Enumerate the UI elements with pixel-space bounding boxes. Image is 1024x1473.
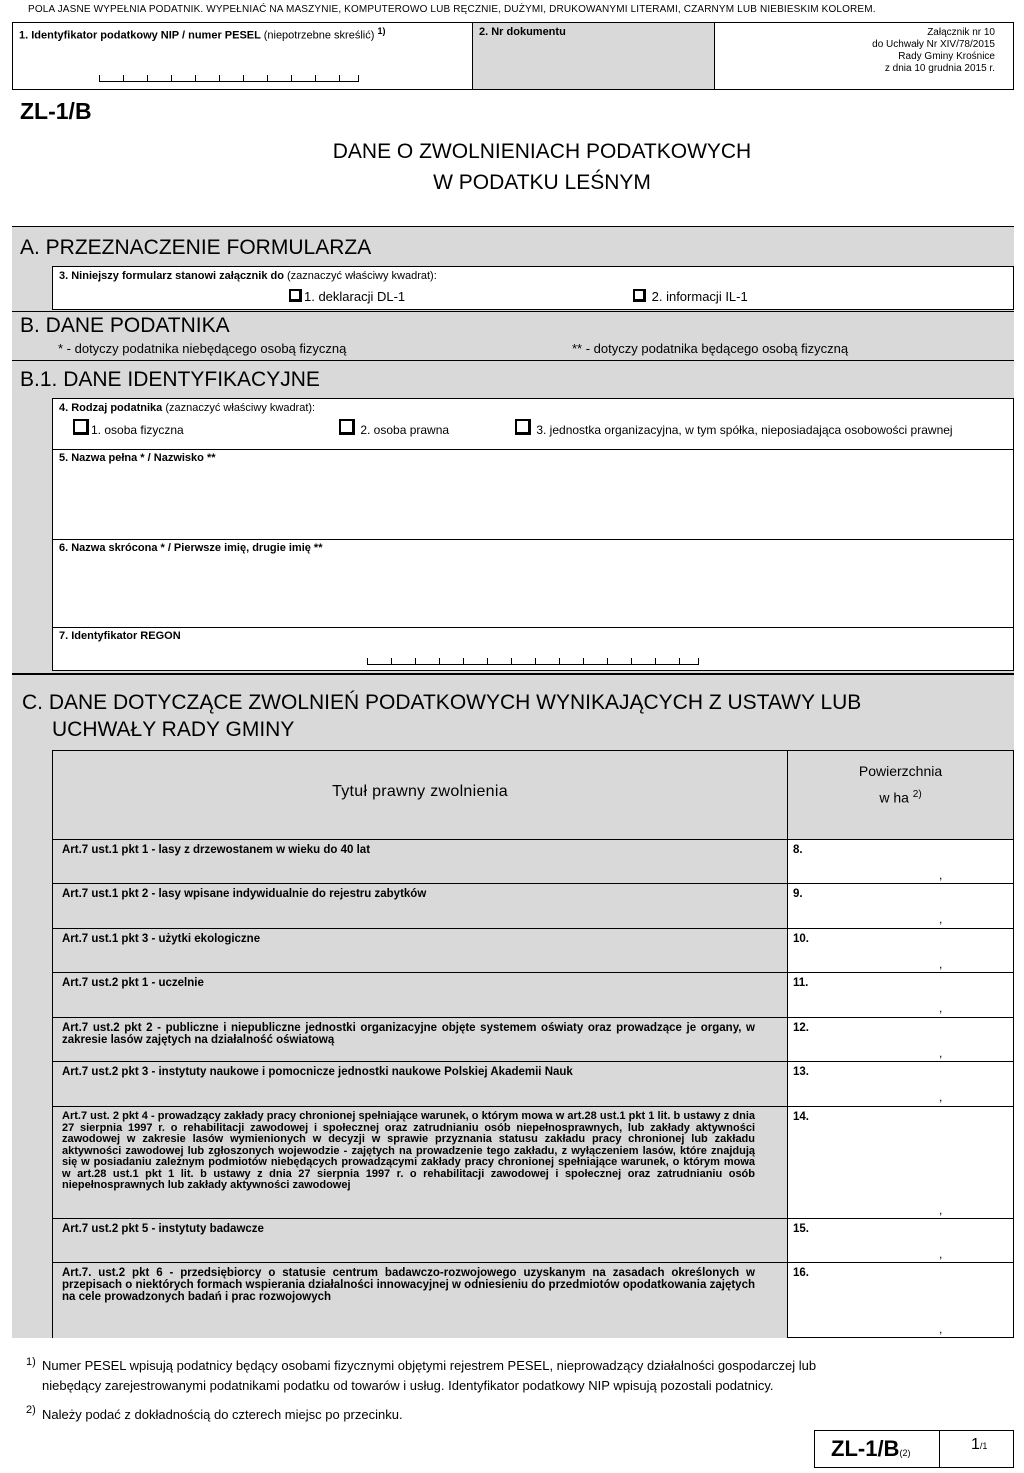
instruction-text: POLA JASNE WYPEŁNIA PODATNIK. WYPEŁNIAĆ NA MASZYNIE, KOMPUTEROWO LUB RĘCZNIE, DUŻYMI, DRUKOWANYMI LITERAMI, CZARNYM LUB NIEBIESKIM KOLOREM.: [28, 4, 876, 15]
regon-comb: [367, 656, 699, 665]
checkbox-icon[interactable]: [339, 419, 355, 435]
area-input-comma[interactable]: ,: [939, 1322, 943, 1336]
option-declaration-dl1[interactable]: [289, 289, 405, 304]
attachment-line: Rady Gminy Krośnice: [898, 51, 995, 62]
attachment-line: z dnia 10 grudnia 2015 r.: [884, 63, 995, 74]
row-number: 10.: [793, 933, 809, 945]
table-row: [53, 972, 1013, 1017]
column-header-area: [788, 759, 1013, 810]
area-input-comma[interactable]: ,: [939, 1247, 943, 1261]
exemption-title: Art.7 ust.2 pkt 1 - uczelnie: [62, 977, 204, 989]
footnote-1: [26, 1356, 816, 1396]
footnote-2-text: Należy podać z dokładnością do czterech miejsc po przecinku.: [42, 1407, 403, 1422]
option-legal-person[interactable]: [339, 419, 449, 437]
option-natural-person[interactable]: [73, 419, 184, 437]
table-row: [53, 1017, 1013, 1062]
footer-form-code: ZL-1/B: [831, 1436, 900, 1461]
option-information-il1[interactable]: [633, 289, 748, 304]
field-5-label: 5. Nazwa pełna * / Nazwisko **: [59, 452, 216, 464]
area-input-comma[interactable]: ,: [939, 1046, 943, 1060]
exemption-title: Art.7 ust.2 pkt 3 - instytuty naukowe i pomocnicze jednostki naukowe Polskiej Akademii Nauk: [62, 1066, 573, 1078]
attachment-note: [714, 22, 1014, 90]
exemption-title: Art.7 ust.1 pkt 1 - lasy z drzewostanem w wieku do 40 lat: [62, 844, 371, 856]
form-title: [0, 136, 1024, 198]
attachment-line: do Uchwały Nr XIV/78/2015: [872, 39, 995, 50]
field-3-note: (zaznaczyć właściwy kwadrat):: [287, 270, 437, 282]
row-number: 8.: [793, 844, 803, 856]
area-input-comma[interactable]: ,: [939, 912, 943, 926]
field-3: [52, 266, 1014, 310]
option-label: 1. osoba fizyczna: [91, 423, 184, 437]
exemption-title: Art.7 ust.2 pkt 2 - publiczne i niepubliczne jednostki organizacyjne objęte systemem oświaty oraz prowadzące je organy, w zakresie lasów zajętych na działalność oświatową: [62, 1022, 755, 1046]
row-number: 13.: [793, 1066, 809, 1078]
table-row: [53, 839, 1013, 884]
row-number: 12.: [793, 1022, 809, 1034]
exemption-title: Art.7. ust.2 pkt 6 - przedsiębiorcy o statusie centrum badawczo-rozwojowego uzyskanym na zasadach określonych w przepisach o niektórych formach wspierania działalności innowacyjnej w odniesieniu do przedmiotów opodatkowania zajętych na cele prowadzonych badań i prac rozwojowych: [62, 1267, 755, 1303]
exemption-title: Art.7 ust.1 pkt 3 - użytki ekologiczne: [62, 933, 261, 945]
footer-version: (2): [899, 1448, 911, 1458]
area-header-line-1: Powierzchnia: [858, 763, 943, 779]
footnote-2-mark: 2): [26, 1404, 36, 1416]
section-c-title-line-1: C. DANE DOTYCZĄCE ZWOLNIEŃ PODATKOWYCH WYNIKAJĄCYCH Z USTAWY LUB: [22, 691, 862, 714]
checkbox-icon[interactable]: [515, 419, 531, 435]
title-line-1: DANE O ZWOLNIENIACH PODATKOWYCH: [332, 140, 752, 163]
option-label: 1. deklaracji DL-1: [304, 289, 406, 304]
area-input-comma[interactable]: ,: [939, 1203, 943, 1217]
footnote-2: [26, 1404, 403, 1422]
table-row: [53, 883, 1013, 928]
footer-page-total: /1: [979, 1441, 988, 1451]
field-6-label: 6. Nazwa skrócona * / Pierwsze imię, drugie imię **: [59, 542, 323, 554]
attachment-line: Załącznik nr 10: [927, 27, 995, 38]
row-number: 16.: [793, 1267, 809, 1279]
field-4-note: (zaznaczyć właściwy kwadrat):: [165, 402, 316, 414]
exemption-title: Art.7 ust. 2 pkt 4 - prowadzący zakłady pracy chronionej spełniające warunek, o którym mowa w art.28 ust.1 pkt 1 lit. b ustawy z dnia 27 sierpnia 1997 r. o rehabilitacji zawodowej i społecznej oraz zatrudnianiu osób niepełnosprawnych, lub zakłady aktywności zawodowej w zakresie lasów wymienionych w decyzji w sprawie przyznania statusu zakładu pracy chronionej lub zakładu aktywności zawodowej lub zgłoszonych wojewodzie - zajętych na prowadzenie tego zakładu, z wyłączeniem lasów, które znajdują się w posiadaniu zależnym podmiotów niebędących prowadzącymi zakłady pracy chronionej spełniające warunek, o którym mowa w art.28 ust.1 pkt 1 lit. b ustawy z dnia 27 sierpnia 1997 r. o rehabilitacji zawodowej i społecznej oraz zatrudnianiu osób niepełnosprawnych lub zakłady aktywności zawodowej: [62, 1110, 755, 1191]
nip-pesel-field[interactable]: [12, 22, 473, 90]
column-header-title: Tytuł prawny zwolnienia: [332, 783, 508, 800]
area-input-comma[interactable]: ,: [939, 1090, 943, 1104]
exemption-title: Art.7 ust.2 pkt 5 - instytuty badawcze: [62, 1223, 264, 1235]
checkbox-icon[interactable]: [633, 289, 646, 302]
document-number-field: [472, 22, 715, 90]
nip-comb: [99, 73, 359, 82]
row-number: 15.: [793, 1223, 809, 1235]
option-label: 2. osoba prawna: [360, 423, 450, 437]
field-7-regon[interactable]: [52, 627, 1014, 671]
field-7-label: 7. Identyfikator REGON: [59, 630, 181, 642]
field-6-short-name[interactable]: [52, 539, 1014, 628]
section-c-title: [22, 689, 861, 743]
document-number-label: 2. Nr dokumentu: [479, 26, 566, 38]
table-row: [53, 1262, 1013, 1338]
table-row: [53, 1106, 1013, 1219]
field-4-label: 4. Rodzaj podatnika: [59, 402, 163, 414]
table-row: [53, 928, 1013, 973]
exemption-title: Art.7 ust.1 pkt 2 - lasy wpisane indywidualnie do rejestru zabytków: [62, 888, 427, 900]
nip-pesel-note: (niepotrzebne skreślić): [263, 29, 375, 42]
field-3-label: 3. Niniejszy formularz stanowi załącznik do: [59, 270, 284, 282]
row-number: 14.: [793, 1111, 809, 1123]
checkbox-icon[interactable]: [289, 289, 302, 302]
option-label: 3. jednostka organizacyjna, w tym spółka, nieposiadająca osobowości prawnej: [536, 423, 953, 437]
footnote-1-line-1: Numer PESEL wpisują podatnicy będący osobami fizycznymi objętymi rejestrem PESEL, nieprowadzący działalności gospodarczej lub: [42, 1358, 817, 1373]
section-b-note-2: ** - dotyczy podatnika będącego osobą fizyczną: [572, 341, 849, 356]
form-code: ZL-1/B: [20, 98, 92, 124]
field-4: [52, 398, 1014, 450]
footnote-ref-2: 2): [912, 789, 922, 800]
footer-code-box: [814, 1430, 1014, 1468]
area-header-line-2: w ha: [879, 789, 909, 806]
exemptions-table: [52, 750, 1014, 1338]
footer-page-number: 1: [971, 1436, 980, 1453]
title-line-2: W PODATKU LEŚNYM: [433, 171, 651, 194]
area-input-comma[interactable]: ,: [939, 868, 943, 882]
table-row: [53, 1061, 1013, 1106]
section-c-title-line-2: UCHWAŁY RADY GMINY: [52, 718, 295, 741]
section-b1-title: B.1. DANE IDENTYFIKACYJNE: [20, 368, 320, 391]
nip-pesel-label: 1. Identyfikator podatkowy NIP / numer PESEL: [19, 29, 261, 42]
checkbox-icon[interactable]: [73, 419, 89, 435]
row-number: 9.: [793, 888, 803, 900]
section-a-title: A. PRZEZNACZENIE FORMULARZA: [20, 236, 372, 259]
option-label: 2. informacji IL-1: [651, 289, 748, 304]
area-input-comma[interactable]: ,: [939, 1001, 943, 1015]
section-b-title: B. DANE PODATNIKA: [20, 314, 230, 337]
option-organizational-unit[interactable]: [515, 419, 953, 437]
footnote-1-line-2: niebędący zarejestrowanymi podatnikami podatku od towarów i usług. Identyfikator podatkowy NIP wpisują pozostali podatnicy.: [42, 1378, 774, 1393]
area-input-comma[interactable]: ,: [939, 957, 943, 971]
table-row: [53, 1218, 1013, 1263]
row-number: 11.: [793, 977, 809, 989]
field-5-full-name[interactable]: [52, 449, 1014, 540]
footnote-1-mark: 1): [26, 1356, 36, 1368]
section-b-note-1: * - dotyczy podatnika niebędącego osobą fizyczną: [58, 341, 347, 356]
footnote-ref-1: 1): [377, 26, 386, 36]
